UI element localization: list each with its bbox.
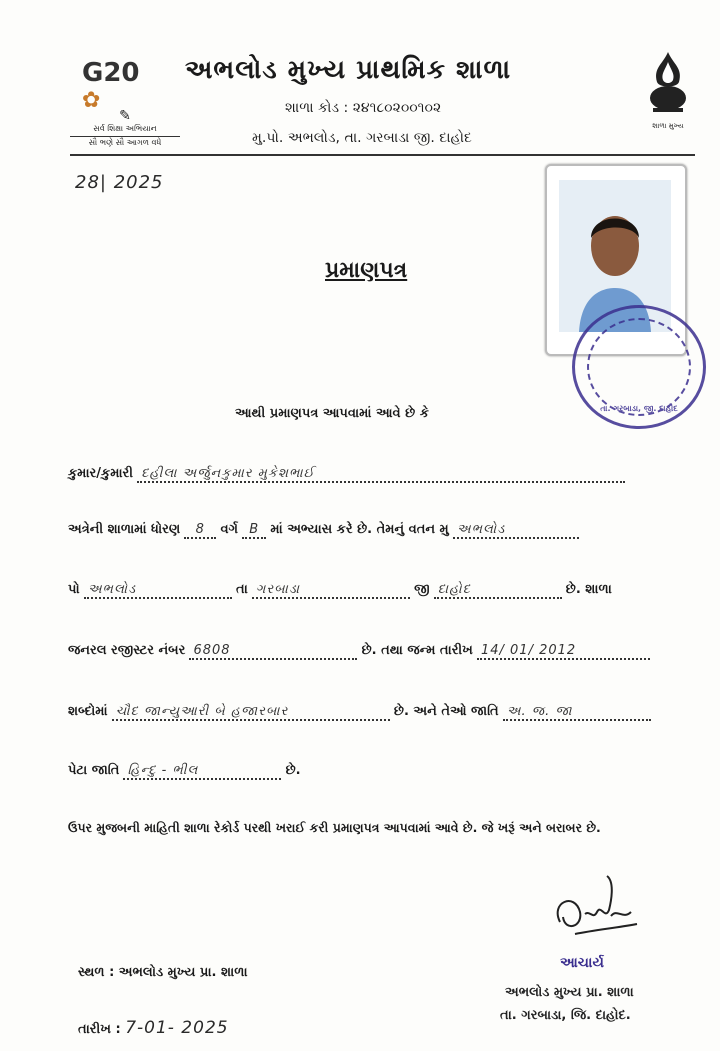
address-line bbox=[68, 582, 612, 599]
subcaste-label: પેટા જાતિ bbox=[68, 763, 120, 778]
lotus-icon: ✿ bbox=[82, 88, 101, 113]
declaration-text: ઉપર મુજબની માહિતી શાળા રેકોર્ડ પરથી ખરાઈ કરી પ્રમાણપત્ર આપવામાં આવે છે. જે ખરૂં અને બરાબર છે. bbox=[68, 820, 601, 835]
stamp-inner-ring bbox=[587, 318, 691, 416]
village-value: અભલોડ bbox=[453, 522, 579, 539]
ta-value: ગરબાડા bbox=[252, 582, 410, 599]
ta-label: તા bbox=[235, 582, 248, 597]
school-line bbox=[68, 522, 579, 539]
caste-value: અ. જ. જા bbox=[503, 704, 651, 721]
campaign-figure-icon: ✎ bbox=[119, 108, 131, 124]
name-label: કુમાર/કુમારી bbox=[68, 466, 133, 481]
signatory-school: અભલોડ મુખ્ય પ્રા. શાળા bbox=[505, 985, 634, 1000]
class-value: B bbox=[242, 522, 266, 539]
study-label: માં અભ્યાસ કરે છે. તેમનું વતન મુ bbox=[270, 522, 449, 537]
g20-logo bbox=[82, 58, 162, 113]
subcaste-line bbox=[68, 763, 301, 780]
caste-label: છે. અને તેઓ જાતિ bbox=[393, 704, 499, 719]
subcaste-suffix: છે. bbox=[285, 763, 301, 778]
g20-logo-text: G20 bbox=[82, 58, 140, 88]
flame-emblem-icon bbox=[643, 48, 693, 118]
std-value: 8 bbox=[184, 522, 216, 539]
certificate-title: પ્રમાણપત્ર bbox=[325, 258, 408, 283]
signatory-title: આચાર્ય bbox=[560, 955, 604, 971]
intro-text: આથી પ્રમાણપત્ર આપવામાં આવે છે કે bbox=[235, 406, 429, 421]
date-label: તારીખ : bbox=[78, 1022, 121, 1037]
class-label: વર્ગ bbox=[220, 522, 239, 537]
school-address: મુ.પો. અભલોડ, તા. ગરબાડા જી. દાહોદ bbox=[252, 130, 472, 146]
po-label: પો bbox=[68, 582, 80, 597]
register-value: 6808 bbox=[189, 643, 357, 660]
subcaste-value: હિન્દુ - ભીલ bbox=[123, 763, 281, 780]
signatory-address: તા. ગરબાડા, જિ. દાહોદ. bbox=[500, 1008, 631, 1023]
place-text: સ્થળ : અભલોડ મુખ્ય પ્રા. શાળા bbox=[78, 965, 248, 980]
ji-label: જી bbox=[414, 582, 430, 597]
name-value: દહીલા અર્જુનકુમાર મુકેશભાઈ bbox=[137, 466, 625, 483]
ji-value: દાહોદ bbox=[434, 582, 562, 599]
words-value: ચૌદ જાન્યુઆરી બે હજારબાર bbox=[112, 704, 390, 721]
campaign-text-1: સર્વ શિક્ષા અભિયાન bbox=[93, 124, 157, 133]
words-label: શબ્દોમાં bbox=[68, 704, 108, 719]
campaign-text-2: સૌ ભણે સૌ આગળ વધે bbox=[70, 136, 180, 148]
register-label: જનરલ રજીસ્ટર નંબર bbox=[68, 643, 186, 658]
school-name: અભલોડ મુખ્ય પ્રાથમિક શાળા bbox=[185, 55, 512, 85]
stamp-text: તા. ગરબાડા, જી. દાહોદ bbox=[600, 404, 678, 413]
date-line bbox=[78, 1018, 229, 1038]
school-label: અત્રેની શાળામાં ધોરણ bbox=[68, 522, 181, 537]
po-value: અભલોડ bbox=[84, 582, 232, 599]
dob-value: 14/ 01/ 2012 bbox=[477, 643, 650, 660]
name-line bbox=[68, 466, 625, 483]
school-suffix: છે. શાળા bbox=[565, 582, 612, 597]
school-stamp bbox=[572, 305, 706, 429]
emblem-caption: શાળા મુખ્ય bbox=[652, 122, 684, 130]
principal-signature bbox=[545, 872, 645, 952]
school-code: શાળા કોડ : ૨૪૧૮૦૨૦૦૧૦૨ bbox=[285, 100, 442, 116]
words-line bbox=[68, 704, 651, 721]
document-number: 28| 2025 bbox=[75, 172, 164, 193]
dob-label: છે. તથા જન્મ તારીખ bbox=[361, 643, 473, 658]
date-value: 7-01- 2025 bbox=[125, 1018, 229, 1038]
register-line bbox=[68, 643, 650, 660]
header-divider bbox=[70, 154, 695, 156]
emblem bbox=[640, 48, 696, 131]
campaign-logo bbox=[70, 108, 180, 148]
